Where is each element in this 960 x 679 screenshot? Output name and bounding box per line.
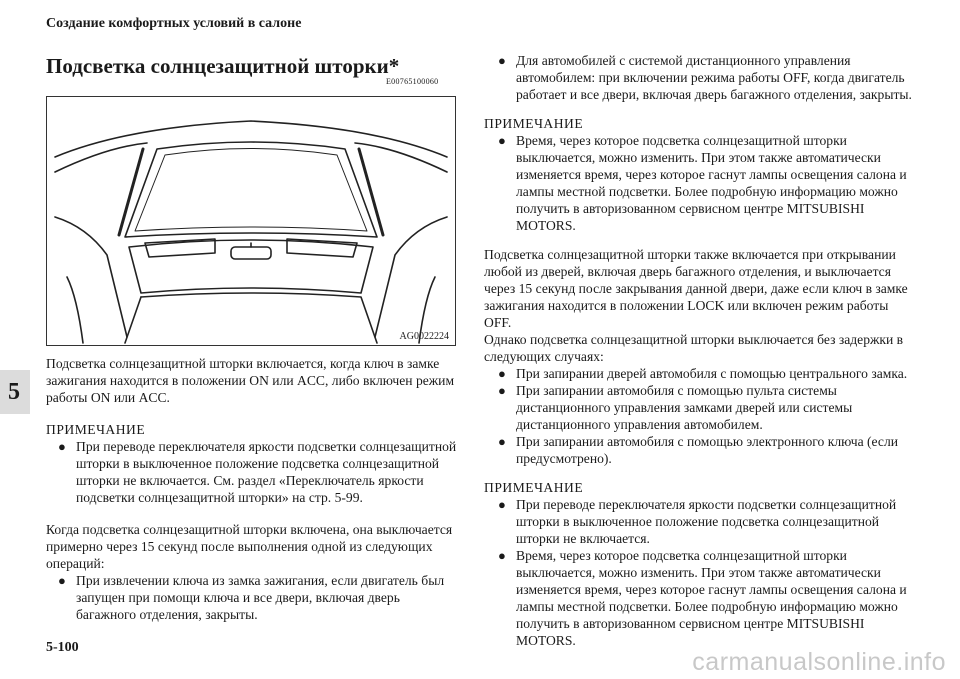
note-heading: ПРИМЕЧАНИЕ xyxy=(46,422,146,437)
panoramic-roof-illustration xyxy=(46,96,456,346)
roof-interior-drawing xyxy=(47,97,455,345)
list-item: ● При переводе переключателя яркости подсветки солнцезащитной шторки в выключенное положение подсветка солнцезащитной шторки не включается. См. раздел «Переключатель яркости подсветки солнцезащитной шторки» на стр. 5-99. xyxy=(46,438,461,506)
list-item: ● Для автомобилей с системой дистанционного управления автомобилем: при включении режима работы OFF, когда двигатель работает и все двери, включая дверь багажного отделения, закрыты. xyxy=(484,52,914,103)
article-code: E00765100060 xyxy=(386,77,439,86)
door-paragraph: Подсветка солнцезащитной шторки также включается при открывании любой из дверей, включая дверь багажного отделения, и выключается через 15 секунд после закрывания данной двери, даже если ключ в замке зажигания находится в положении LOCK или включен режим работы OFF. xyxy=(484,247,908,330)
chapter-header: Создание комфортных условий в салоне xyxy=(46,16,302,31)
list-item: ● Время, через которое подсветка солнцезащитной шторки выключается, можно изменить. При этом также автоматически изменяется время, через которое гаснут лампы освещения салона и лампы местной подсветки. Более подробную информацию можно получить в авторизованном сервисном центре MITSUBISHI MOTORS. xyxy=(484,132,914,234)
note-heading: ПРИМЕЧАНИЕ xyxy=(484,116,584,131)
section-tab xyxy=(0,370,30,414)
exception-paragraph: Однако подсветка солнцезащитной шторки выключается без задержки в следующих случаях: xyxy=(484,332,904,364)
right-column xyxy=(484,52,914,649)
list-item: ● При запирании автомобиля с помощью пульта системы дистанционного управления замками дверей или системы дистанционного управления автомобилем. xyxy=(484,382,914,433)
operation-list-continued xyxy=(484,52,914,103)
operation-list xyxy=(46,572,461,623)
note-list xyxy=(46,438,461,506)
note-list xyxy=(484,132,914,234)
intro-paragraph: Подсветка солнцезащитной шторки включается, когда ключ в замке зажигания находится в положении ON или ACC, либо включен режим работы ON или ACC. xyxy=(46,356,455,405)
figure-label: AG0022224 xyxy=(399,331,449,342)
note-heading: ПРИМЕЧАНИЕ xyxy=(484,480,584,495)
list-item: ● При переводе переключателя яркости подсветки солнцезащитной шторки в выключенное положение подсветка солнцезащитной шторки не включается. xyxy=(484,496,914,547)
list-item: ● При запирании автомобиля с помощью электронного ключа (если предусмотрено). xyxy=(484,433,914,467)
list-item: ● При запирании дверей автомобиля с помощью центрального замка. xyxy=(484,365,914,382)
timeout-paragraph: Когда подсветка солнцезащитной шторки включена, она выключается примерно через 15 секунд после выполнения одной из следующих операций: xyxy=(46,522,453,571)
article-title: Подсветка солнцезащитной шторки* xyxy=(46,54,400,78)
list-item: ● Время, через которое подсветка солнцезащитной шторки выключается, можно изменить. При этом также автоматически изменяется время, через которое гаснут лампы освещения салона и лампы местной подсветки. Более подробную информацию можно получить в авторизованном сервисном центре MITSUBISHI MOTORS. xyxy=(484,547,914,649)
left-column xyxy=(46,355,461,623)
list-item: ● При извлечении ключа из замка зажигания, если двигатель был запущен при помощи ключа и все двери, включая дверь багажного отделения, закрыты. xyxy=(46,572,461,623)
section-number: 5 xyxy=(8,379,20,405)
exception-list xyxy=(484,365,914,467)
watermark: carmanualsonline.info xyxy=(692,648,946,676)
note-list xyxy=(484,496,914,649)
page-number: 5-100 xyxy=(46,640,79,655)
